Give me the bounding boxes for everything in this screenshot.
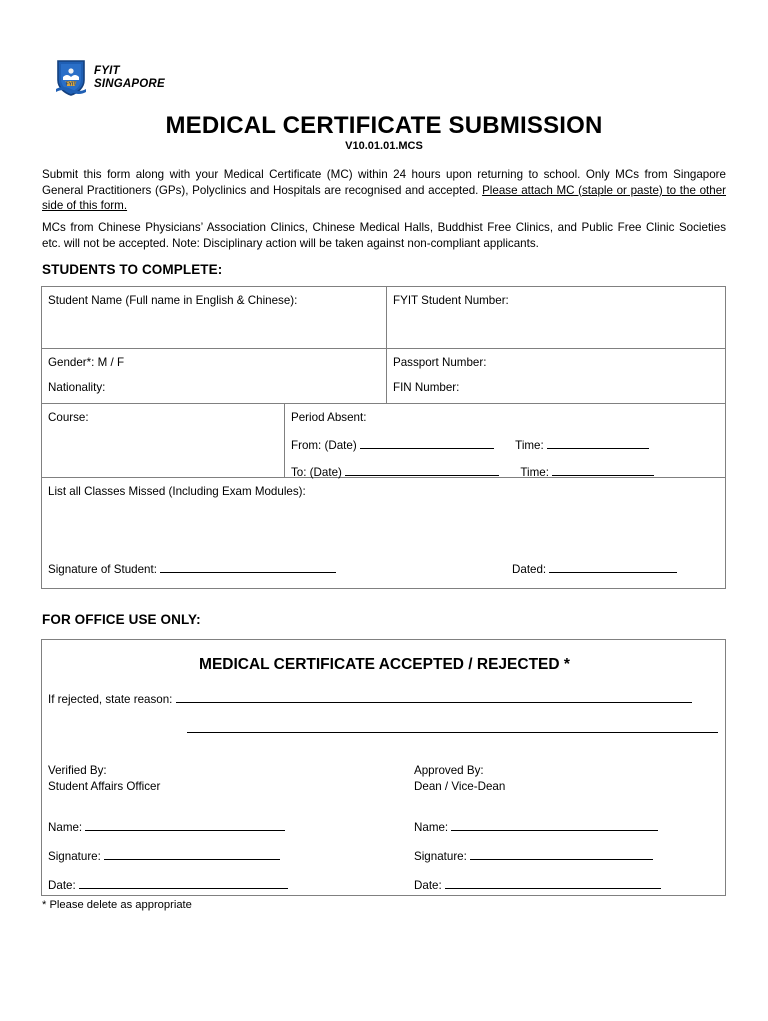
student-dated-row [512,560,677,578]
logo-line-2: SINGAPORE [94,78,165,90]
from-date-row [291,436,727,454]
verified-name-row [48,818,285,836]
intro-paragraph-1 [42,167,726,214]
student-dated-label: Dated: [512,563,547,576]
student-name-label: Student Name (Full name in English & Chinese): [48,294,298,307]
period-absent-label: Period Absent: [291,411,367,424]
course-label: Course: [48,411,89,424]
rejection-reason-row-2 [187,720,718,738]
footnote: * Please delete as appropriate [42,899,192,911]
to-date-input-line[interactable] [345,463,499,476]
office-use-table [41,639,726,896]
intro-paragraph-2: MCs from Chinese Physicians’ Association Clinics, Chinese Medical Halls, Buddhist Free Clinics, and Public Free Clinic Societies etc. will not be accepted. Note: Disciplinary action will be taken against non-compliant applicants. [42,221,726,250]
rejection-reason-row-1 [48,690,692,708]
student-signature-input-line[interactable] [160,560,336,573]
verified-signature-label: Signature: [48,850,101,863]
document-version: V10.01.01.MCS [345,140,423,152]
table-row-classes-missed [42,478,725,588]
from-date-input-line[interactable] [360,436,494,449]
intro-paragraph-1-text: Submit this form along with your Medical Certificate (MC) within 24 hours upon returning to school. Only MCs from Singapore General Practitioners (GPs), Polyclinics and Hospitals are recognised and accepted. [42,168,726,197]
to-time-label: Time: [520,466,549,480]
table-row-gender-passport [42,349,725,404]
period-absent-cell[interactable] [284,404,727,480]
approved-name-label: Name: [414,821,449,834]
classes-missed-label: List all Classes Missed (Including Exam Modules): [48,485,306,498]
student-number-label: FYIT Student Number: [393,294,509,307]
verified-signature-row [48,847,280,865]
logo-wordmark [94,65,165,92]
verified-date-label: Date: [48,879,76,892]
passport-number-label: Passport Number: [393,356,487,369]
from-date-label: From: (Date) [291,438,357,452]
fin-number-label: FIN Number: [393,380,460,394]
student-signature-label: Signature of Student: [48,563,157,576]
office-section-heading: FOR OFFICE USE ONLY: [42,612,201,627]
to-date-label: To: (Date) [291,466,342,480]
approved-date-input-line[interactable] [445,876,661,889]
logo-line-1: FYIT [94,64,120,77]
rejection-reason-label: If rejected, state reason: [48,693,173,706]
course-cell[interactable] [42,404,284,477]
approved-name-row [414,818,658,836]
verified-date-row [48,876,288,894]
approved-by-block [414,763,505,794]
student-dated-input-line[interactable] [549,560,677,573]
approved-signature-label: Signature: [414,850,467,863]
student-number-cell[interactable] [386,287,727,348]
verified-name-label: Name: [48,821,83,834]
approved-date-row [414,876,661,894]
decision-title: MEDICAL CERTIFICATE ACCEPTED / REJECTED * [199,656,570,673]
passport-fin-cell[interactable] [386,349,727,403]
verified-by-block [48,763,160,794]
student-name-cell[interactable] [42,287,386,348]
approved-signature-row [414,847,653,865]
approved-by-role: Dean / Vice-Dean [414,779,506,793]
fyit-crest-icon [54,58,88,98]
verified-by-role: Student Affairs Officer [48,779,161,793]
intro-paragraph-1-underlined: Please attach MC (staple or paste) to the other side of this form. [42,183,727,213]
page-title: MEDICAL CERTIFICATE SUBMISSION [165,112,603,139]
nationality-label: Nationality: [48,380,106,394]
verified-date-input-line[interactable] [79,876,288,889]
rejection-reason-input-line-1[interactable] [176,690,692,703]
students-table [41,286,726,589]
verified-name-input-line[interactable] [85,818,285,831]
from-time-label: Time: [515,438,544,452]
gender-label: Gender*: M / F [48,356,125,369]
svg-text:FYIT: FYIT [65,81,77,88]
table-row-student-name [42,287,725,349]
gender-nationality-cell[interactable] [42,349,386,403]
from-time-input-line[interactable] [547,436,649,449]
table-row-course-period [42,404,725,478]
rejection-reason-input-line-2[interactable] [187,720,718,733]
to-time-input-line[interactable] [552,463,654,476]
verified-by-label: Verified By: [48,764,107,777]
verified-signature-input-line[interactable] [104,847,280,860]
approved-by-label: Approved By: [414,764,484,777]
approved-signature-input-line[interactable] [470,847,653,860]
student-signature-row [48,560,336,578]
approved-date-label: Date: [414,879,442,892]
approved-name-input-line[interactable] [451,818,658,831]
organisation-logo [54,58,165,98]
students-section-heading: STUDENTS TO COMPLETE: [42,262,223,277]
